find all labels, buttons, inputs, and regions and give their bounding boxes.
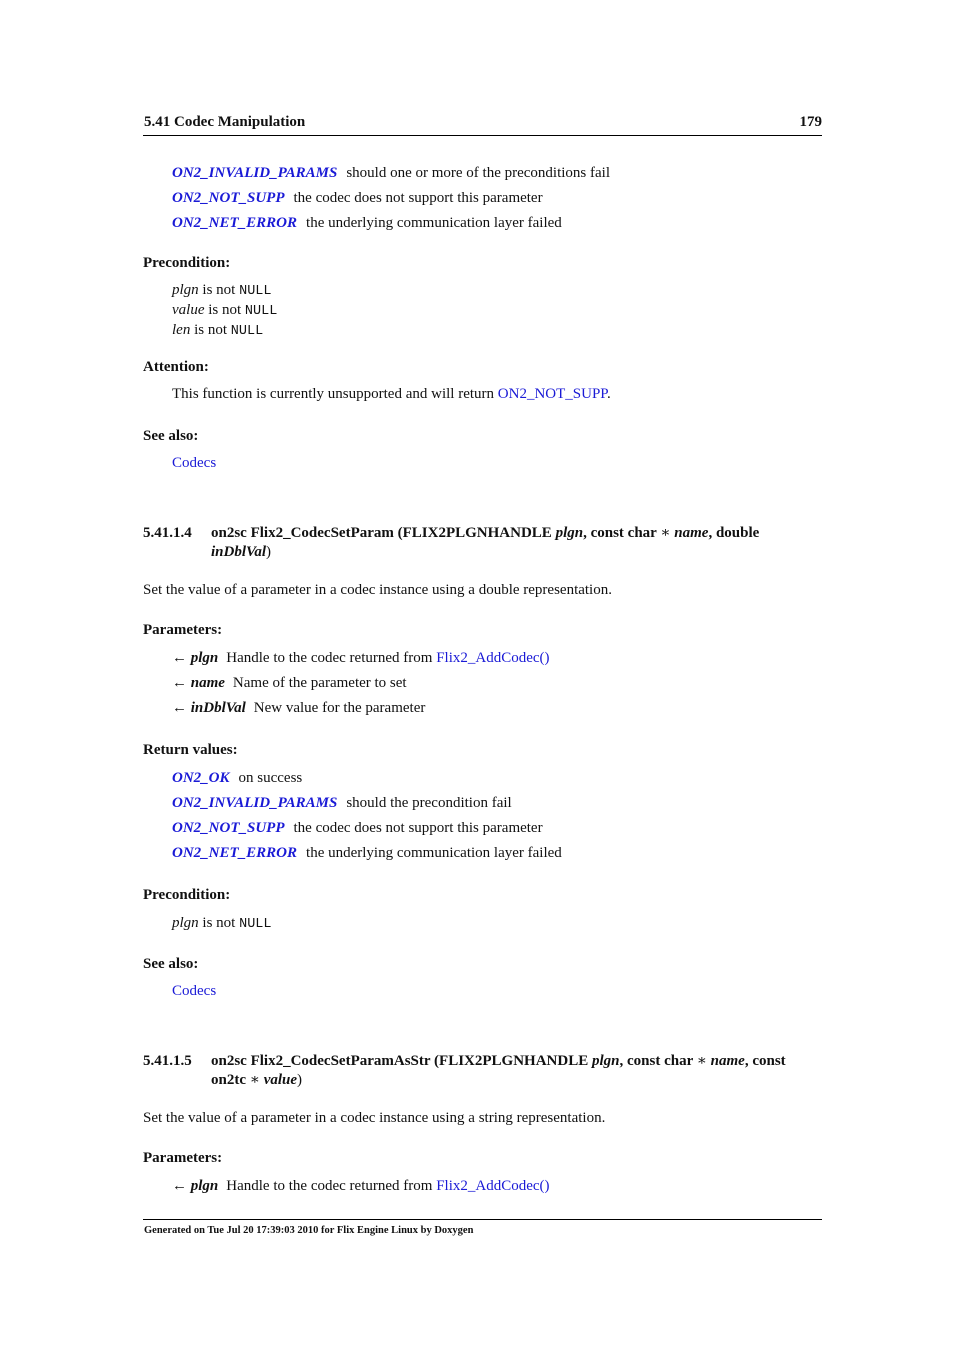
return-value-desc: should one or more of the preconditions fail	[346, 165, 610, 181]
precondition-section	[143, 255, 822, 341]
signature-close: )	[297, 1072, 303, 1088]
return-value-row	[172, 768, 822, 793]
function-description: Set the value of a parameter in a codec instance using a double representation.	[143, 582, 612, 598]
attention-text	[172, 386, 822, 403]
signature-part: , double	[708, 525, 760, 541]
return-value-row	[172, 213, 822, 238]
return-value-term-link[interactable]: ON2_INVALID_PARAMS	[172, 165, 338, 181]
attention-section	[143, 359, 822, 403]
parameter-name: plgn	[190, 650, 219, 666]
return-value-row	[172, 843, 822, 868]
see-also-heading: See also:	[143, 956, 199, 972]
parameter-link[interactable]: Flix2_AddCodec()	[436, 1178, 550, 1194]
signature-part: on2sc Flix2_CodecSetParamAsStr (FLIX2PLGNHANDLE	[211, 1053, 592, 1069]
parameter-desc: Handle to the codec returned from	[226, 650, 437, 666]
return-value-desc: the underlying communication layer failed	[306, 845, 562, 861]
function-description: Set the value of a parameter in a codec instance using a string representation.	[143, 1110, 606, 1126]
see-also-section	[143, 428, 822, 472]
signature-param: plgn	[591, 1053, 620, 1069]
footer-text: Generated on Tue Jul 20 17:39:03 2010 for Flix Engine Linux by Doxygen	[144, 1225, 474, 1236]
precondition-var: value	[172, 302, 205, 318]
page-number: 179	[799, 114, 822, 130]
parameters-section	[143, 1150, 822, 1201]
parameter-desc: Name of the parameter to set	[232, 675, 407, 691]
parameter-desc: New value for the parameter	[253, 700, 426, 716]
precondition-var: plgn	[172, 282, 199, 298]
precondition-line	[172, 301, 822, 321]
precondition-var: plgn	[172, 915, 199, 931]
return-values-list-prev	[143, 163, 822, 238]
arrow-left-icon: ←	[172, 650, 187, 666]
return-value-row	[172, 793, 822, 818]
precondition-text: is not	[190, 322, 231, 338]
signature-part: on2sc Flix2_CodecSetParam (FLIX2PLGNHANDLE	[211, 525, 556, 541]
return-value-row	[172, 188, 822, 213]
parameters-section	[143, 622, 822, 723]
return-values-section	[143, 742, 822, 868]
return-value-term-link[interactable]: ON2_NOT_SUPP	[172, 190, 285, 206]
parameter-name: plgn	[190, 1178, 219, 1194]
precondition-code: NULL	[239, 284, 272, 299]
parameter-row	[172, 698, 822, 723]
parameter-name: inDblVal	[190, 700, 246, 716]
return-value-term-link[interactable]: ON2_OK	[172, 770, 230, 786]
parameters-heading: Parameters:	[143, 622, 223, 638]
precondition-text: is not	[198, 915, 240, 931]
return-value-term-link[interactable]: ON2_NET_ERROR	[172, 845, 298, 861]
signature-param: plgn	[555, 525, 584, 541]
arrow-left-icon: ←	[172, 700, 187, 716]
precondition-section	[143, 887, 822, 934]
page-header	[143, 113, 822, 136]
return-values-heading: Return values:	[143, 742, 238, 758]
parameter-row	[172, 673, 822, 698]
arrow-left-icon: ←	[172, 675, 187, 691]
precondition-heading: Precondition:	[143, 255, 231, 271]
signature-part: , const	[744, 1053, 786, 1069]
see-also-section	[143, 956, 822, 1000]
signature-star: ∗	[249, 1072, 260, 1088]
attention-period: .	[606, 386, 611, 402]
return-value-desc: the underlying communication layer failed	[306, 215, 562, 231]
signature-part: on2tc	[211, 1072, 250, 1088]
attention-link[interactable]: ON2_NOT_SUPP	[497, 386, 607, 402]
attention-body: This function is currently unsupported and will return	[172, 386, 498, 402]
precondition-text: is not	[204, 302, 245, 318]
return-value-desc: should the precondition fail	[346, 795, 512, 811]
precondition-line	[172, 281, 822, 301]
see-also-heading: See also:	[143, 428, 199, 444]
precondition-code: NULL	[239, 917, 272, 932]
signature-part: , const char	[619, 1053, 697, 1069]
return-value-term-link[interactable]: ON2_NET_ERROR	[172, 215, 298, 231]
precondition-code: NULL	[230, 324, 264, 339]
return-value-desc: the codec does not support this parameter	[293, 190, 543, 206]
return-value-row	[172, 163, 822, 188]
signature-param: inDblVal	[211, 544, 267, 560]
precondition-line	[172, 914, 822, 934]
precondition-var: len	[172, 322, 191, 338]
function-heading-5-41-1-4	[143, 524, 822, 562]
arrow-left-icon: ←	[172, 1178, 187, 1194]
precondition-text: is not	[198, 282, 240, 298]
parameter-name: name	[190, 675, 225, 691]
signature-param: value	[263, 1072, 298, 1088]
page-footer	[143, 1219, 822, 1236]
section-title: 5.41 Codec Manipulation	[144, 114, 306, 130]
precondition-line	[172, 321, 822, 341]
signature-star: ∗	[660, 525, 671, 541]
return-value-desc: on success	[238, 770, 303, 786]
parameters-heading: Parameters:	[143, 1150, 223, 1166]
signature-param: name	[674, 525, 709, 541]
parameter-link[interactable]: Flix2_AddCodec()	[436, 650, 550, 666]
precondition-heading: Precondition:	[143, 887, 231, 903]
return-value-desc: the codec does not support this parameter	[293, 820, 543, 836]
parameter-row	[172, 648, 822, 673]
signature-param: name	[710, 1053, 745, 1069]
attention-heading: Attention:	[143, 359, 209, 375]
function-heading-5-41-1-5	[143, 1052, 822, 1090]
precondition-code: NULL	[244, 304, 278, 319]
signature-star: ∗	[696, 1053, 707, 1069]
parameter-row	[172, 1176, 822, 1201]
function-number: 5.41.1.4	[143, 525, 192, 541]
see-also-link-codecs[interactable]: Codecs	[172, 983, 217, 999]
parameter-desc: Handle to the codec returned from	[226, 1178, 437, 1194]
signature-part: , const char	[583, 525, 661, 541]
see-also-link-codecs[interactable]: Codecs	[172, 455, 217, 471]
return-value-term-link[interactable]: ON2_NOT_SUPP	[172, 820, 285, 836]
return-value-row	[172, 818, 822, 843]
function-number: 5.41.1.5	[143, 1053, 192, 1069]
return-value-term-link[interactable]: ON2_INVALID_PARAMS	[172, 795, 338, 811]
signature-close: )	[266, 544, 272, 560]
